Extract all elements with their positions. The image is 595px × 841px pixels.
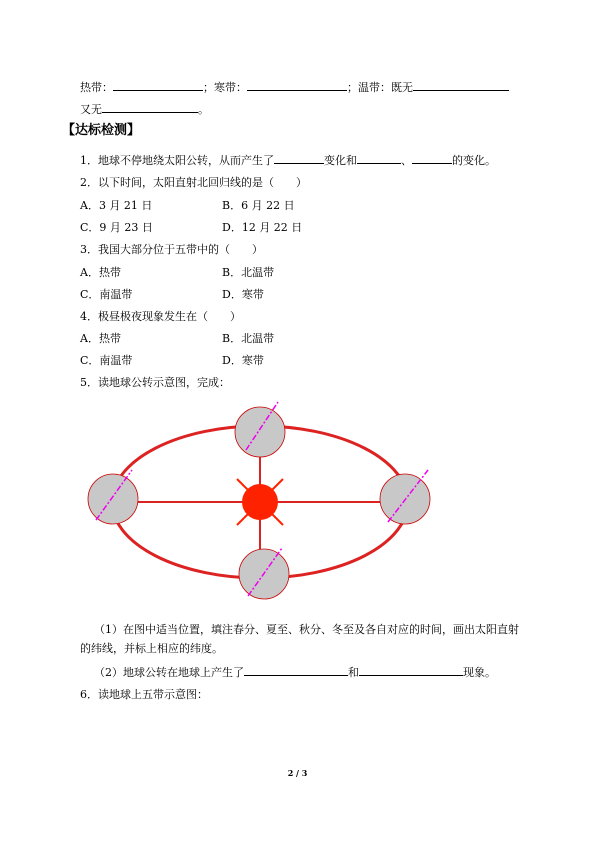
sun-icon (237, 479, 283, 525)
q3-option-c[interactable]: C．南温带 (80, 288, 133, 301)
q2-option-d[interactable]: D．12 月 22 日 (222, 221, 303, 234)
earth-right[interactable] (380, 470, 430, 524)
q3-option-b[interactable]: B．北温带 (222, 266, 275, 279)
page-number: 2 / 3 (287, 768, 308, 778)
q4-option-b[interactable]: B．北温带 (222, 332, 275, 345)
q4-option-d[interactable]: D．寒带 (222, 354, 264, 367)
q5-sub1-line1: （1）在图中适当位置，填注春分、夏至、秋分、冬至及各自对应的时间，画出太阳直射 (94, 623, 519, 636)
blank-q1-b[interactable] (357, 153, 401, 164)
intro-line-1: 热带： ；寒带： ；温带：既无 (80, 80, 509, 95)
q3-option-d[interactable]: D．寒带 (222, 288, 264, 301)
q4-option-c[interactable]: C．南温带 (80, 354, 133, 367)
blank-temperate-1[interactable] (413, 80, 509, 91)
earth-orbit-diagram (78, 392, 438, 604)
earth-top[interactable] (235, 402, 285, 457)
blank-q5-a[interactable] (244, 665, 348, 676)
section-title: 【达标检测】 (62, 123, 141, 138)
q2-option-c[interactable]: C．9 月 23 日 (80, 221, 153, 234)
question-2-stem: 2．以下时间，太阳直射北回归线的是（ ） (80, 176, 307, 189)
blank-frigid[interactable] (247, 80, 347, 91)
q5-sub1-line2: 的纬线，并标上相应的纬度。 (80, 642, 223, 655)
blank-q1-c[interactable] (412, 153, 452, 164)
question-4-stem: 4．极昼极夜现象发生在（ ） (80, 310, 241, 323)
q3-option-a[interactable]: A．热带 (80, 266, 121, 279)
blank-q1-a[interactable] (274, 153, 324, 164)
earth-bottom[interactable] (239, 548, 289, 599)
q2-option-a[interactable]: A．3 月 21 日 (80, 199, 153, 212)
sun-disk (242, 484, 278, 520)
blank-temperate-2[interactable] (102, 102, 198, 113)
q5-sub2: （2）地球公转在地球上产生了 和 现象。 (94, 666, 496, 679)
question-1: 1．地球不停地绕太阳公转，从而产生了 变化和 、 的变化。 (80, 154, 496, 167)
question-5-stem: 5．读地球公转示意图，完成： (80, 376, 230, 389)
question-3-stem: 3．我国大部分位于五带中的（ ） (80, 243, 263, 256)
intro-line-2: 又无 。 (80, 103, 209, 116)
q2-option-b[interactable]: B．6 月 22 日 (222, 199, 295, 212)
q4-option-a[interactable]: A．热带 (80, 332, 121, 345)
question-6-stem: 6．读地球上五带示意图： (80, 688, 208, 701)
earth-left[interactable] (88, 470, 138, 524)
blank-tropical[interactable] (113, 80, 203, 91)
blank-q5-b[interactable] (359, 665, 463, 676)
